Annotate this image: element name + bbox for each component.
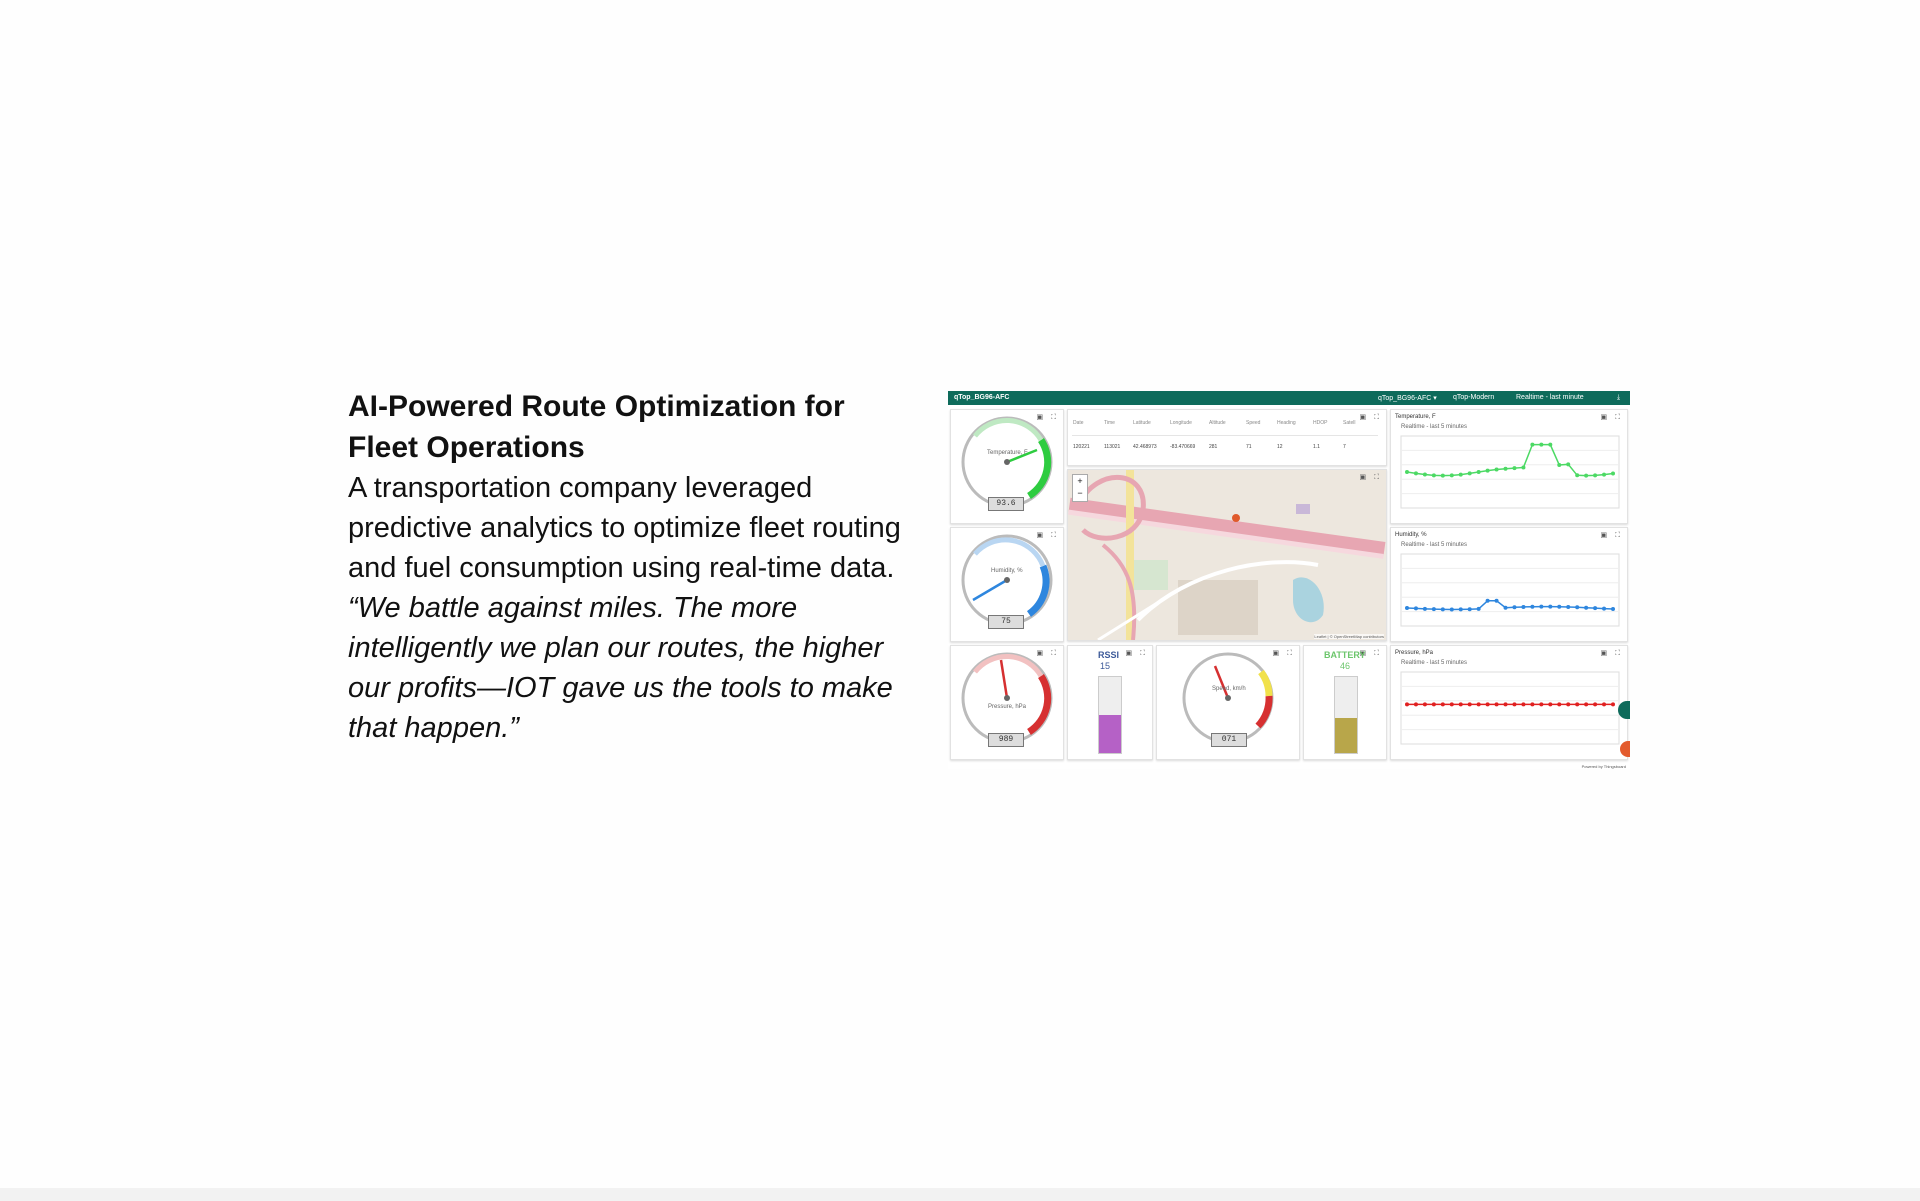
temperature-chart-subtitle: Realtime - last 5 minutes bbox=[1401, 424, 1468, 430]
time-range-label[interactable]: Realtime - last minute bbox=[1516, 394, 1584, 401]
chart-point bbox=[1459, 607, 1463, 611]
chart-point bbox=[1548, 702, 1552, 706]
article-quote: “We battle against miles. The more intelligently we plan our routes, the higher our profits—IOT gave us the tools to make that happen.” bbox=[348, 592, 893, 744]
chart-frame bbox=[1401, 672, 1619, 744]
chart-point bbox=[1468, 702, 1472, 706]
panel-tools-icon[interactable]: ▣ ⛶ bbox=[1600, 532, 1623, 539]
chart-point bbox=[1521, 465, 1525, 469]
chart-point bbox=[1486, 599, 1490, 603]
chart-series-line bbox=[1407, 445, 1613, 476]
panel-tools-icon[interactable]: ▣ ⛶ bbox=[1036, 532, 1059, 539]
panel-tools-icon[interactable]: ▣ ⛶ bbox=[1359, 474, 1382, 481]
battery-label: BATTERY bbox=[1324, 650, 1366, 660]
pressure-gauge-panel bbox=[950, 645, 1064, 760]
temperature-chart-title: Temperature, F bbox=[1395, 414, 1436, 420]
article-title: AI-Powered Route Optimization for Fleet Operations bbox=[348, 390, 845, 464]
table-cell-heading: 12 bbox=[1277, 444, 1283, 450]
download-icon[interactable]: ⤓ bbox=[1617, 394, 1621, 401]
chart-point bbox=[1575, 605, 1579, 609]
table-header-satellites: Satell bbox=[1343, 420, 1356, 426]
device-select[interactable]: qTop_BG96-AFC ▾ bbox=[1378, 395, 1437, 402]
article-text bbox=[348, 386, 918, 748]
chart-frame bbox=[1401, 436, 1619, 508]
chart-point bbox=[1423, 607, 1427, 611]
chart-point bbox=[1602, 702, 1606, 706]
humidity-gauge bbox=[951, 528, 1063, 628]
dashboard-header bbox=[948, 391, 1630, 405]
chart-point bbox=[1530, 443, 1534, 447]
battery-bar bbox=[1334, 676, 1358, 754]
chart-point bbox=[1548, 605, 1552, 609]
table-header-speed: Speed bbox=[1246, 420, 1261, 426]
chart-point bbox=[1441, 702, 1445, 706]
chart-point bbox=[1486, 469, 1490, 473]
humidity-readout: 75 bbox=[988, 615, 1024, 629]
powered-by: Powered by Thingsboard bbox=[1581, 764, 1626, 769]
chart-point bbox=[1432, 607, 1436, 611]
table-header-heading: Heading bbox=[1277, 420, 1296, 426]
table-cell-satellites: 7 bbox=[1343, 444, 1346, 450]
battery-panel bbox=[1303, 645, 1387, 760]
zoom-out-icon[interactable]: − bbox=[1077, 488, 1083, 498]
table-header-hdop: HDOP bbox=[1313, 420, 1328, 426]
pressure-gauge bbox=[951, 646, 1063, 746]
battery-value: 46 bbox=[1340, 661, 1351, 671]
temperature-chart-panel bbox=[1390, 409, 1628, 524]
chart-point bbox=[1512, 702, 1516, 706]
table-cell-latitude: 42.468973 bbox=[1133, 444, 1157, 450]
table-cell-hdop: 1.1 bbox=[1313, 444, 1320, 450]
humidity-chart-subtitle: Realtime - last 5 minutes bbox=[1401, 542, 1468, 548]
chart-point bbox=[1521, 702, 1525, 706]
chart-point bbox=[1548, 443, 1552, 447]
chart-point bbox=[1450, 473, 1454, 477]
table-header-date: Date bbox=[1073, 420, 1084, 426]
chart-point bbox=[1602, 607, 1606, 611]
theme-label[interactable]: qTop-Modern bbox=[1453, 394, 1495, 401]
dashboard-screenshot bbox=[948, 391, 1630, 769]
table-header-time: Time bbox=[1104, 420, 1115, 426]
speed-gauge-label: Speed, km/h bbox=[1212, 686, 1246, 692]
chart-point bbox=[1584, 606, 1588, 610]
chart-point bbox=[1405, 606, 1409, 610]
chart-frame bbox=[1401, 554, 1619, 626]
chart-point bbox=[1566, 605, 1570, 609]
article-body: A transportation company leveraged predictive analytics to optimize fleet routing and fuel consumption using real-time data. bbox=[348, 472, 901, 584]
table-cell-altitude: 281 bbox=[1209, 444, 1218, 450]
chart-point bbox=[1593, 606, 1597, 610]
humidity-gauge-panel bbox=[950, 527, 1064, 642]
chart-point bbox=[1450, 702, 1454, 706]
chart-point bbox=[1495, 467, 1499, 471]
chart-point bbox=[1566, 702, 1570, 706]
chart-point bbox=[1539, 605, 1543, 609]
pressure-chart-subtitle: Realtime - last 5 minutes bbox=[1401, 660, 1468, 666]
speed-gauge bbox=[1157, 646, 1299, 746]
panel-tools-icon[interactable]: ▣ ⛶ bbox=[1359, 414, 1382, 421]
zoom-in-icon[interactable]: + bbox=[1077, 476, 1083, 486]
table-cell-longitude: -83.470669 bbox=[1170, 444, 1196, 450]
chart-point bbox=[1575, 473, 1579, 477]
chart-point bbox=[1432, 702, 1436, 706]
chart-point bbox=[1602, 473, 1606, 477]
rssi-value: 15 bbox=[1100, 661, 1111, 671]
temperature-readout: 93.6 bbox=[988, 497, 1024, 511]
table-header-altitude: Altitude bbox=[1209, 420, 1226, 426]
chart-point bbox=[1539, 443, 1543, 447]
chart-point bbox=[1459, 473, 1463, 477]
battery-bar-fill bbox=[1335, 718, 1357, 753]
gps-table-panel bbox=[1067, 409, 1387, 466]
rssi-bar-fill bbox=[1099, 715, 1121, 753]
chart-point bbox=[1521, 605, 1525, 609]
chart-point bbox=[1584, 474, 1588, 478]
chart-point bbox=[1611, 607, 1615, 611]
chart-point bbox=[1557, 463, 1561, 467]
speed-readout: 071 bbox=[1211, 733, 1247, 747]
temperature-line-chart bbox=[1391, 410, 1627, 523]
rssi-bar bbox=[1098, 676, 1122, 754]
humidity-gauge-label: Humidity, % bbox=[991, 568, 1023, 574]
humidity-chart-panel bbox=[1390, 527, 1628, 642]
chart-point bbox=[1405, 470, 1409, 474]
chart-point bbox=[1495, 702, 1499, 706]
chart-point bbox=[1575, 702, 1579, 706]
side-fab[interactable] bbox=[1618, 701, 1630, 719]
panel-tools-icon[interactable]: ▣ ⛶ bbox=[1036, 650, 1059, 657]
map-zoom-controls[interactable] bbox=[1072, 474, 1088, 502]
chart-point bbox=[1584, 702, 1588, 706]
map-view[interactable] bbox=[1068, 470, 1386, 640]
chart-point bbox=[1504, 702, 1508, 706]
rssi-panel bbox=[1067, 645, 1153, 760]
rssi-label: RSSI bbox=[1098, 650, 1120, 660]
chart-point bbox=[1414, 471, 1418, 475]
page-footer-band bbox=[0, 1188, 1920, 1201]
panel-tools-icon[interactable]: ▣ ⛶ bbox=[1600, 650, 1623, 657]
pressure-readout: 989 bbox=[988, 733, 1024, 747]
map-panel[interactable] bbox=[1067, 469, 1387, 641]
panel-tools-icon[interactable]: ▣ ⛶ bbox=[1125, 650, 1148, 657]
chart-point bbox=[1512, 605, 1516, 609]
chart-point bbox=[1423, 473, 1427, 477]
panel-tools-icon[interactable]: ▣ ⛶ bbox=[1359, 650, 1382, 657]
chart-point bbox=[1566, 462, 1570, 466]
chart-point bbox=[1414, 606, 1418, 610]
panel-tools-icon[interactable]: ▣ ⛶ bbox=[1036, 414, 1059, 421]
chart-point bbox=[1441, 607, 1445, 611]
speed-gauge-panel bbox=[1156, 645, 1300, 760]
pressure-line-chart bbox=[1391, 646, 1627, 759]
chart-point bbox=[1611, 702, 1615, 706]
chart-point bbox=[1486, 702, 1490, 706]
chart-point bbox=[1423, 702, 1427, 706]
temperature-gauge-panel bbox=[950, 409, 1064, 524]
chart-point bbox=[1512, 466, 1516, 470]
chart-point bbox=[1450, 607, 1454, 611]
chart-point bbox=[1414, 702, 1418, 706]
chart-point bbox=[1477, 607, 1481, 611]
panel-tools-icon[interactable]: ▣ ⛶ bbox=[1600, 414, 1623, 421]
chart-point bbox=[1539, 702, 1543, 706]
map-attribution: Leaflet | © OpenStreetMap contributors bbox=[1314, 634, 1384, 639]
chart-point bbox=[1468, 471, 1472, 475]
device-title: qTop_BG96-AFC bbox=[954, 394, 1010, 401]
chart-point bbox=[1459, 702, 1463, 706]
chart-point bbox=[1477, 702, 1481, 706]
chart-point bbox=[1432, 473, 1436, 477]
chart-point bbox=[1405, 702, 1409, 706]
temperature-gauge bbox=[951, 410, 1063, 510]
chart-point bbox=[1477, 470, 1481, 474]
pressure-chart-title: Pressure, hPa bbox=[1395, 650, 1434, 656]
temperature-gauge-label: Temperature, F bbox=[987, 450, 1028, 456]
pressure-chart-panel bbox=[1390, 645, 1628, 760]
chart-series-line bbox=[1407, 601, 1613, 610]
chart-point bbox=[1495, 599, 1499, 603]
table-cell-date: 120221 bbox=[1073, 444, 1090, 450]
chart-point bbox=[1593, 473, 1597, 477]
side-fab-secondary[interactable] bbox=[1620, 741, 1630, 757]
chart-point bbox=[1530, 605, 1534, 609]
table-cell-speed: 71 bbox=[1246, 444, 1252, 450]
pressure-gauge-label: Pressure, hPa bbox=[988, 704, 1027, 710]
table-cell-time: 113021 bbox=[1104, 444, 1121, 450]
chart-point bbox=[1530, 702, 1534, 706]
humidity-chart-title: Humidity, % bbox=[1395, 532, 1427, 538]
humidity-line-chart bbox=[1391, 528, 1627, 641]
table-header-latitude: Latitude bbox=[1133, 420, 1151, 426]
chart-point bbox=[1504, 606, 1508, 610]
table-header-longitude: Longitude bbox=[1170, 420, 1192, 426]
panel-tools-icon[interactable]: ▣ ⛶ bbox=[1272, 650, 1295, 657]
chart-point bbox=[1441, 474, 1445, 478]
chart-point bbox=[1593, 702, 1597, 706]
chart-point bbox=[1611, 471, 1615, 475]
chart-point bbox=[1557, 605, 1561, 609]
chart-point bbox=[1557, 702, 1561, 706]
chart-point bbox=[1504, 467, 1508, 471]
chart-point bbox=[1468, 607, 1472, 611]
